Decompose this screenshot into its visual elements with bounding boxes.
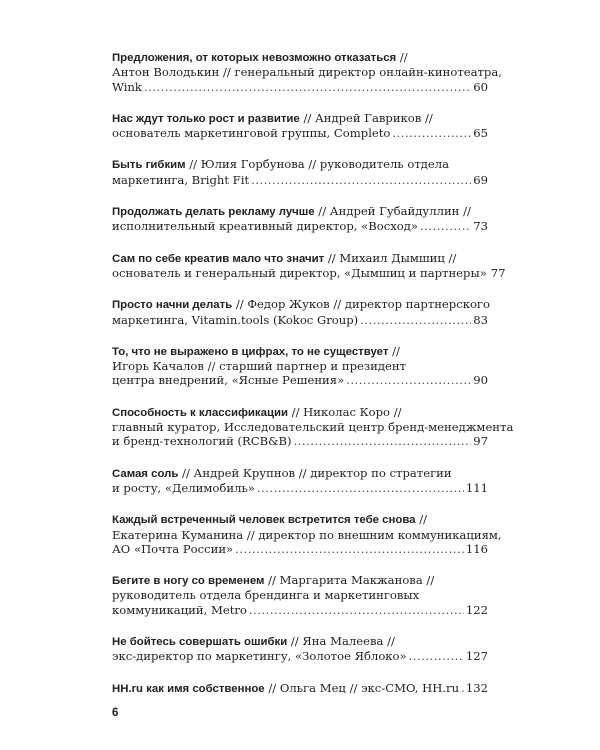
toc-entry[interactable] bbox=[112, 634, 488, 664]
toc-entry-last-line: маркетинга, Vitamin.tools (Kokoc Group) bbox=[112, 312, 359, 327]
toc-entry-page: 73 bbox=[473, 219, 488, 234]
toc-entry[interactable] bbox=[112, 573, 488, 617]
toc-entry-author: главный куратор, Исследовательский центр бренд-менеджмента bbox=[112, 420, 514, 435]
dot-leader bbox=[346, 373, 471, 387]
toc-entry-last-line: // Ольга Мец // экс-CMO, HH.ru bbox=[264, 680, 460, 695]
toc-entry-author: // Федор Жуков // директор партнерского bbox=[232, 297, 490, 312]
page-number: 6 bbox=[112, 707, 119, 719]
toc-entry-last-line: коммуникаций, Metro bbox=[112, 602, 247, 617]
toc-entry-separator: // bbox=[396, 50, 408, 64]
toc-entry-last-line: основатель и генеральный директор, «Дымшиц и партнеры» bbox=[112, 265, 487, 280]
toc-entry-page: 122 bbox=[465, 602, 488, 617]
dot-leader bbox=[392, 126, 471, 140]
toc-entry-author: Антон Володькин // генеральный директор онлайн-кинотеатра, bbox=[112, 65, 502, 80]
dot-leader bbox=[461, 681, 464, 695]
toc-entry-title: Нас ждут только рост и развитие bbox=[112, 112, 300, 125]
toc-entry-page: 97 bbox=[473, 434, 488, 449]
toc-entry-page: 77 bbox=[490, 265, 506, 280]
toc-entry[interactable] bbox=[112, 404, 514, 449]
toc-entry-title-line bbox=[112, 50, 488, 65]
toc-entry-title: Быть гибким bbox=[112, 159, 186, 172]
toc-entry-author: // Маргарита Макжанова // bbox=[264, 573, 435, 588]
toc-entry-page: 69 bbox=[473, 172, 488, 187]
toc-entry-author: // Андрей Губайдуллин // bbox=[314, 204, 471, 219]
toc-entry-page: 83 bbox=[473, 312, 488, 327]
toc-entry-author: Игорь Качалов // старший партнер и президент bbox=[112, 359, 407, 374]
dot-leader bbox=[294, 434, 472, 448]
dot-leader bbox=[235, 542, 464, 556]
toc-entry-author: // Юлия Горбунова // руководитель отдела bbox=[185, 157, 450, 172]
dot-leader bbox=[420, 219, 471, 233]
toc-entry-page: 127 bbox=[465, 649, 488, 664]
toc-entry[interactable] bbox=[112, 344, 488, 388]
toc-entry-last-line: Wink bbox=[112, 79, 142, 94]
dot-leader bbox=[249, 603, 464, 617]
toc-entry-title: Бегите в ногу со временем bbox=[112, 575, 265, 588]
toc-entry-last-line: и бренд-технологий (RCB&B) bbox=[112, 434, 292, 449]
toc-entry-author: // Михаил Дымшиц // bbox=[324, 250, 457, 265]
toc-entry-page: 116 bbox=[465, 541, 488, 556]
toc-entry[interactable] bbox=[112, 512, 502, 556]
toc-entry[interactable] bbox=[112, 157, 488, 187]
dot-leader bbox=[144, 80, 471, 94]
toc-entry-author: руководитель отдела брендинга и маркетинговых bbox=[112, 588, 420, 603]
toc-entry[interactable] bbox=[112, 297, 488, 327]
toc-entry-title: Сам по себе креатив мало что значит bbox=[112, 252, 325, 265]
toc-entry-title: Не бойтесь совершать ошибки bbox=[112, 636, 288, 649]
toc-entry-page: 65 bbox=[473, 126, 488, 141]
toc-entry-title: Каждый встреченный человек встретится тебе снова bbox=[112, 514, 416, 527]
table-of-contents bbox=[112, 50, 514, 713]
toc-entry-title: Просто начни делать bbox=[112, 299, 233, 312]
toc-entry[interactable] bbox=[112, 50, 502, 94]
toc-entry-last-line: экс-директор по маркетингу, «Золотое Яблоко» bbox=[112, 649, 407, 664]
toc-entry-author: // Яна Малеева // bbox=[287, 634, 395, 649]
dot-leader bbox=[251, 173, 471, 187]
toc-entry[interactable] bbox=[112, 466, 488, 496]
toc-entry-title: HH.ru как имя собственное bbox=[112, 682, 265, 695]
toc-entry-last-line: и росту, «Делимобиль» bbox=[112, 480, 255, 495]
toc-entry-page: 132 bbox=[465, 680, 488, 695]
toc-entry-title: Способность к классификации bbox=[112, 406, 288, 419]
toc-entry-last-line: основатель маркетинговой группы, Completo bbox=[112, 126, 391, 141]
toc-entry-title: То, что не выражено в цифрах, то не существует bbox=[112, 345, 389, 358]
toc-entry-separator: // bbox=[388, 343, 400, 358]
toc-entry[interactable] bbox=[112, 250, 506, 281]
toc-entry-page: 90 bbox=[473, 373, 488, 388]
toc-entry-last-line: исполнительный креативный директор, «Восход» bbox=[112, 219, 418, 234]
toc-entry-last-line: маркетинга, Bright Fit bbox=[112, 172, 250, 187]
toc-entry-last-line: центра внедрений, «Ясные Решения» bbox=[112, 373, 345, 388]
toc-entry-title: Продолжать делать рекламу лучше bbox=[112, 206, 315, 219]
toc-entry[interactable] bbox=[112, 204, 488, 234]
toc-entry-title: Самая соль bbox=[112, 467, 179, 480]
toc-entry[interactable] bbox=[112, 111, 488, 141]
toc-entry-last-line: АО «Почта России» bbox=[112, 541, 234, 556]
toc-entry-title: Предложения, от которых невозможно отказаться bbox=[112, 52, 397, 64]
dot-leader bbox=[409, 649, 464, 663]
toc-entry-author: Екатерина Куманина // директор по внешним коммуникациям, bbox=[112, 527, 502, 542]
toc-entry[interactable] bbox=[112, 681, 488, 696]
dot-leader bbox=[360, 313, 471, 327]
dot-leader bbox=[257, 481, 464, 495]
toc-entry-author: // Андрей Гавриков // bbox=[299, 110, 433, 125]
toc-entry-author: // Николас Коро // bbox=[287, 404, 402, 419]
toc-entry-page: 111 bbox=[465, 480, 488, 495]
toc-entry-page: 60 bbox=[473, 79, 488, 94]
toc-entry-separator: // bbox=[415, 512, 428, 527]
toc-entry-author: // Андрей Крупнов // директор по стратегии bbox=[178, 465, 452, 480]
